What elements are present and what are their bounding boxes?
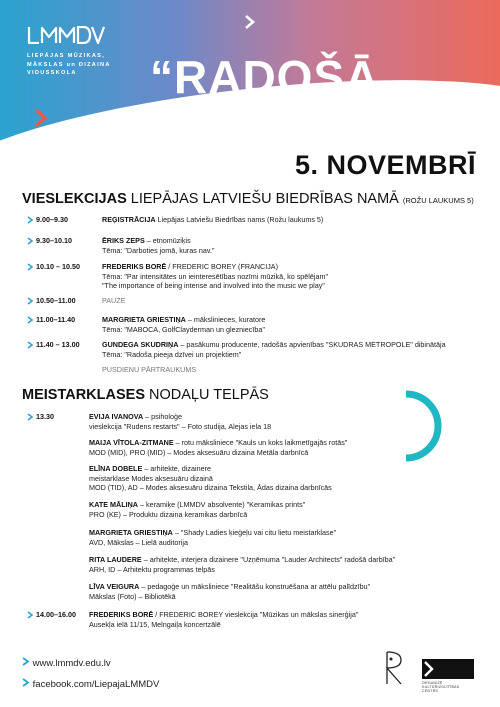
lmmdv-logo-icon xyxy=(27,26,107,44)
chevron-right-icon xyxy=(27,341,34,349)
row-topic-en: "The importance of being intense and involved into the music we play" xyxy=(102,281,325,291)
row-location: meistarklase Modes aksesuāru dizainā xyxy=(89,473,213,483)
chevron-right-icon xyxy=(22,657,30,666)
row-text xyxy=(89,582,479,601)
row-name: LĪVA VEIGURA xyxy=(89,582,140,591)
row-desc: / FREDERIC BOREY (FRANCIJA) xyxy=(166,262,278,271)
section-heading-text: LIEPĀJAS LATVIEŠU BIEDRĪBAS NAMĀ xyxy=(126,191,403,207)
row-location: Ausekļa ielā 11/15, Melngaiļa koncertzālē xyxy=(89,619,221,629)
row-time: 10.10 – 10.50 xyxy=(36,262,80,271)
row-desc: / FREDERIC BOREY vieslekcija "Mūzikas un mākslas sinerģija" xyxy=(153,610,359,619)
row-desc: – pedagoģe un mākslinieсе "Realitāšu konstruēšana ar attēlu palīdzību" xyxy=(139,582,371,591)
chevron-right-icon xyxy=(27,297,34,305)
website-url[interactable]: www.lmmdv.edu.lv xyxy=(32,658,111,669)
row-topic: Tēma: "MABOCA, GolfClayderman un glezniecība" xyxy=(102,324,265,334)
row-text xyxy=(102,315,482,334)
chevron-right-icon xyxy=(244,14,256,30)
row-name: FREDERIKS BORĒ xyxy=(102,262,167,271)
row-name: RITA LAUDERE xyxy=(89,555,142,564)
row-desc: – pasākumu producente, radošās apvienības "SKUDRAS METROPOLE" dibinātāja xyxy=(178,340,446,349)
lunch-break: PUSDIENU PĀRTRAUKUMS xyxy=(102,365,197,374)
chevron-right-icon xyxy=(27,237,34,245)
row-desc: – "Shady Ladies ķieģeļu vai citu lietu meistarklase" xyxy=(172,528,337,537)
culture-center-logo-icon xyxy=(422,659,436,679)
section-heading-masterclasses xyxy=(22,387,269,403)
row-location: MOD (MID), PRO (MID) – Modes aksesuāru dizaina Metāla darbnīcā xyxy=(89,447,309,457)
school-name-line: MĀKSLAS un DIZAINA xyxy=(27,61,111,68)
row-time: 9.00–9.30 xyxy=(36,215,68,224)
section-heading-bold: MEISTARKLASES xyxy=(22,387,145,403)
row-name: KATE MĀLIŅA xyxy=(89,500,138,509)
row-desc: – psiholoģe xyxy=(143,412,182,421)
row-name: ĒRIKS ZEPS xyxy=(102,236,145,245)
row-text xyxy=(102,340,482,359)
section-heading-bold: VIESLEKCIJAS xyxy=(22,191,127,207)
row-location: PRO (KE) – Produktu dizaina keramikas darbnīcā xyxy=(89,509,248,519)
row-text xyxy=(89,610,479,629)
row-text xyxy=(89,500,479,519)
chevron-right-icon xyxy=(27,216,34,224)
row-text xyxy=(102,236,482,255)
row-name: MAIJA VĪTOLA-ZITMANE xyxy=(89,438,174,447)
school-name-line: VIDUSSKOLA xyxy=(27,70,77,76)
row-desc: – mākslinieces, kuratore xyxy=(185,315,266,324)
event-date: 5. NOVEMBRĪ xyxy=(294,150,476,180)
row-time: 11.00–11.40 xyxy=(36,315,76,324)
row-name: REĢISTRĀCIJA xyxy=(102,215,156,224)
row-text xyxy=(89,412,479,431)
facebook-link[interactable] xyxy=(22,678,159,690)
school-name xyxy=(27,52,137,78)
row-topic: Tēma: "Par intensitātes un ieinteresētības nozīmi mūzikā, ko spēlējam" xyxy=(102,271,329,281)
row-time: 14.00–16.00 xyxy=(36,610,76,619)
section-heading-text: NODAĻU TELPĀS xyxy=(145,387,269,403)
row-time: 9.30–10.10 xyxy=(36,236,72,245)
section-heading-lectures xyxy=(22,191,474,207)
culture-center-caption: ORGANIZĒ KULTŪRIZGLĪTĪBAS CENTRS xyxy=(422,681,460,693)
chevron-right-icon xyxy=(34,108,48,128)
chevron-right-icon xyxy=(27,316,34,324)
event-title xyxy=(150,51,380,150)
title-line-2: DIENA” xyxy=(180,98,353,150)
row-desc: Liepājas Latviešu Biedrības nams (Rožu laukums 5) xyxy=(155,215,324,224)
row-name: MARGRIETA GRIESTIŅA xyxy=(102,315,186,324)
row-name: EVIJA IVANOVA xyxy=(89,412,144,421)
row-name: GUNDEGA SKUDRIŅA xyxy=(102,340,179,349)
row-name: ELĪNA DOBELE xyxy=(89,464,143,473)
row-name: MARGRIETA GRIESTIŅA xyxy=(89,528,173,537)
row-topic: Tēma: "Darboties jomā, kuras nav." xyxy=(102,245,215,255)
row-desc: – keramiķe (LMMDV absolvente) "Keramikas prints" xyxy=(137,500,306,509)
partner-logo-icon xyxy=(383,650,407,686)
row-location: Mākslas (Foto) – Bibliotēkā xyxy=(89,591,176,601)
school-name-line: LIEPĀJAS MŪZIKAS, xyxy=(27,53,106,59)
row-location: ARH, ID – Arhitektu programmas telpās xyxy=(89,564,215,574)
row-desc: – rotu mākslinieсе "Kauls un koks laikmetīgajās rotās" xyxy=(173,438,348,447)
row-pause: PAUZE xyxy=(102,296,126,305)
row-topic: Tēma: "Radoša pieeja dzīvei un projektiem" xyxy=(102,349,242,359)
section-heading-address: (ROŽU LAUKUMS 5) xyxy=(402,196,474,205)
row-time: 13.30 xyxy=(36,412,54,421)
row-location: vieslekcija "Rudens restarts" – Foto studija, Alejas iela 18 xyxy=(89,421,272,431)
row-time: 10.50–11.00 xyxy=(36,296,76,305)
row-time: 11.40 – 13.00 xyxy=(36,340,80,349)
row-desc: – arhitekte, interjera dizainere "Uzņēmuma "Lauder Architects" radošā darbība" xyxy=(141,555,396,564)
row-desc: – etnomūziķis xyxy=(144,236,191,245)
website-link[interactable] xyxy=(22,657,111,669)
row-text xyxy=(89,464,479,493)
row-text xyxy=(89,528,479,547)
chevron-right-icon xyxy=(27,611,34,619)
row-text xyxy=(89,438,479,457)
row-text xyxy=(102,262,482,291)
row-name: FREDERIKS BORĒ xyxy=(89,610,154,619)
facebook-url[interactable]: facebook.com/LiepajaLMMDV xyxy=(32,679,160,690)
row-text xyxy=(102,215,482,225)
chevron-right-icon xyxy=(27,263,34,271)
row-desc: – arhitekte, dizainere xyxy=(142,464,211,473)
chevron-right-icon xyxy=(27,413,34,421)
row-text xyxy=(89,555,479,574)
row-location: AVD, Mākslas – Lielā auditorija xyxy=(89,537,188,547)
title-line-1: “RADOŠĀ xyxy=(150,51,380,103)
chevron-right-icon xyxy=(22,678,30,687)
culture-center-logo xyxy=(422,659,474,679)
row-location: MOD (TID), AD – Modes aksesuāru dizaina Tekstila, Ādas dizaina darbnīcās xyxy=(89,483,332,493)
